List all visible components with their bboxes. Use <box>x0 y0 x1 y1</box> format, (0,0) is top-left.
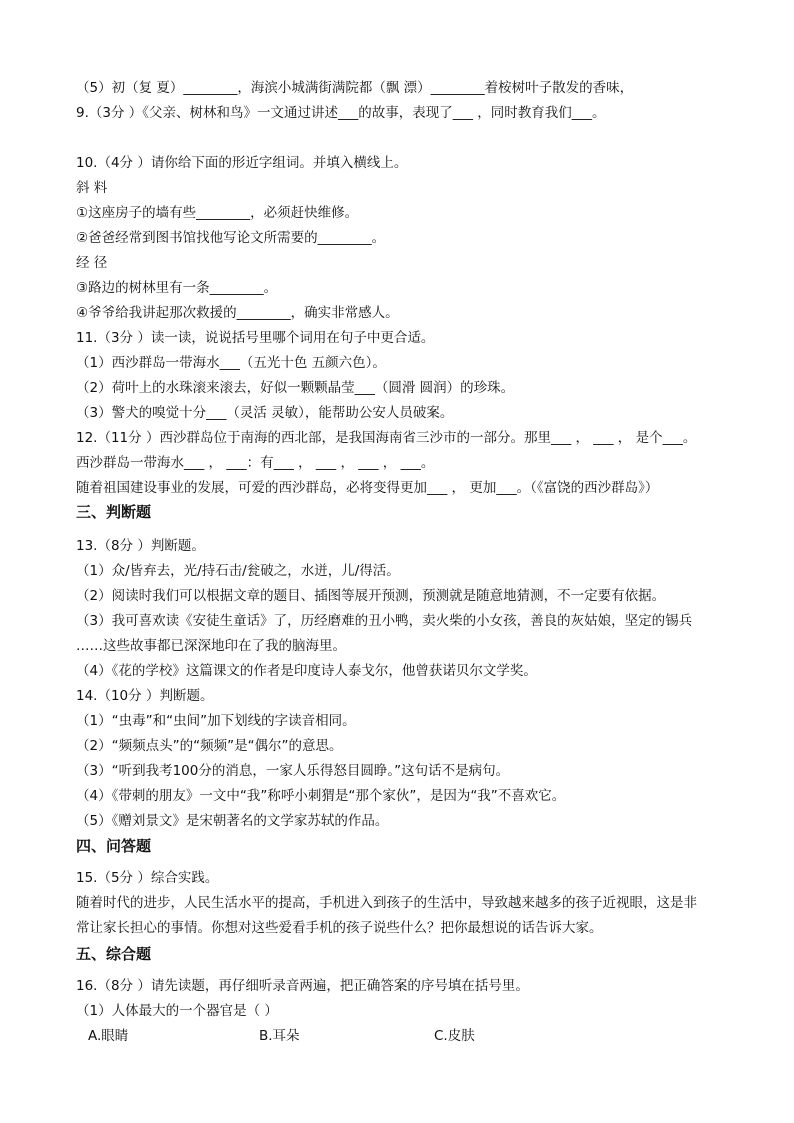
question-14-item-4: （4）《带刺的朋友》一文中“我”称呼小刺猬是“那个家伙”，是因为“我”不喜欢它。 <box>76 788 566 804</box>
question-16-title: 16.（8分 ）请先读题，再仔细听录音两遍，把正确答案的序号填在括号里。 <box>76 978 529 994</box>
question-9: 9.（3分 ）《父亲、树林和鸟》一文通过讲述___的故事，表现了___ ，同时教育我们___。 <box>76 105 606 121</box>
question-15-text-1: 随着时代的进步，人民生活水平的提高，手机进入到孩子的生活中，导致越来越多的孩子近视眼，这是非 <box>76 895 697 911</box>
question-14-item-5: （5）《赠刘景文》是宋朝著名的文学家苏轼的作品。 <box>76 813 389 829</box>
question-11-item-3: （3）警犬的嗅觉十分___（灵活 灵敏），能帮助公安人员破案。 <box>76 405 454 421</box>
char-pair-1: 斜 料 <box>76 180 108 196</box>
question-13-item-2: （2）阅读时我们可以根据文章的题目、插图等展开预测，预测就是随意地猜测，不一定要有依据。 <box>76 588 666 604</box>
question-10-sentence-4: ④爷爷给我讲起那次救援的________，确实非常感人。 <box>76 305 399 321</box>
question-8-item-5: （5）初（复 夏）________，海滨小城满街满院都（飘 漂）________着桉树叶子散发的香味， <box>76 80 634 96</box>
option-a: A.眼睛 <box>88 1028 129 1044</box>
question-12-line-3: 随着祖国建设事业的发展，可爱的西沙群岛，必将变得更加___ ， 更加___。（《富饶的西沙群岛》） <box>76 480 659 496</box>
question-12-line-2: 西沙群岛一带海水___ ， ___：有___ ， ___ ， ___ ， ___。 <box>76 455 435 471</box>
option-c: C.皮肤 <box>434 1028 475 1044</box>
section-heading-comprehensive: 五、综合题 <box>76 945 152 963</box>
question-15-text-2: 常让家长担心的事情。你想对这些爱看手机的孩子说些什么？把你最想说的话告诉大家。 <box>76 920 603 936</box>
question-15-title: 15.（5分 ）综合实践。 <box>76 870 219 886</box>
question-11-item-1: （1）西沙群岛一带海水___（五光十色 五颜六色）。 <box>76 355 386 371</box>
question-14-item-3: （3）“听到我考100分的消息，一家人乐得怒目圆睁。”这句话不是病句。 <box>76 763 510 779</box>
char-pair-2: 经 径 <box>76 255 108 271</box>
question-11-item-2: （2）荷叶上的水珠滚来滚去，好似一颗颗晶莹___（圆滑 圆润）的珍珠。 <box>76 380 515 396</box>
question-14-item-2: （2）“频频点头”的“频频”是“偶尔”的意思。 <box>76 738 343 754</box>
question-13-item-3: （3）我可喜欢读《安徒生童话》了，历经磨难的丑小鸭，卖火柴的小女孩，善良的灰姑娘，坚定的锡兵 <box>76 613 693 629</box>
question-11-title: 11.（3分 ）读一读，说说括号里哪个词用在句子中更合适。 <box>76 330 435 346</box>
question-14-title: 14.（10分 ）判断题。 <box>76 688 214 704</box>
question-13-item-3-cont: ……这些故事都已深深地印在了我的脑海里。 <box>76 638 346 654</box>
question-13-item-1: （1）众/皆弃去，光/持石击/瓮破之，水迸，儿/得活。 <box>76 563 400 579</box>
question-14-item-1: （1）“虫毒”和“虫间”加下划线的字读音相同。 <box>76 713 356 729</box>
question-13-title: 13.（8分 ）判断题。 <box>76 538 205 554</box>
section-heading-judgement: 三、判断题 <box>76 503 152 521</box>
question-10-title: 10.（4分 ）请你给下面的形近字组词。并填入横线上。 <box>76 155 408 171</box>
question-10-sentence-3: ③路边的树林里有一条________。 <box>76 280 278 296</box>
question-10-sentence-1: ①这座房子的墙有些________，必须赶快维修。 <box>76 205 359 221</box>
question-16-item-1: （1）人体最大的一个器官是（ ） <box>76 1003 278 1019</box>
section-heading-qa: 四、问答题 <box>76 837 152 855</box>
question-10-sentence-2: ②爸爸经常到图书馆找他写论文所需要的________。 <box>76 230 386 246</box>
question-13-item-4: （4）《花的学校》这篇课文的作者是印度诗人泰戈尔，他曾获诺贝尔文学奖。 <box>76 663 537 679</box>
question-12-line-1: 12.（11分 ）西沙群岛位于南海的西北部，是我国海南省三沙市的一部分。那里___ ， ___ ， 是个___。 <box>76 430 697 446</box>
option-b: B.耳朵 <box>259 1028 300 1044</box>
